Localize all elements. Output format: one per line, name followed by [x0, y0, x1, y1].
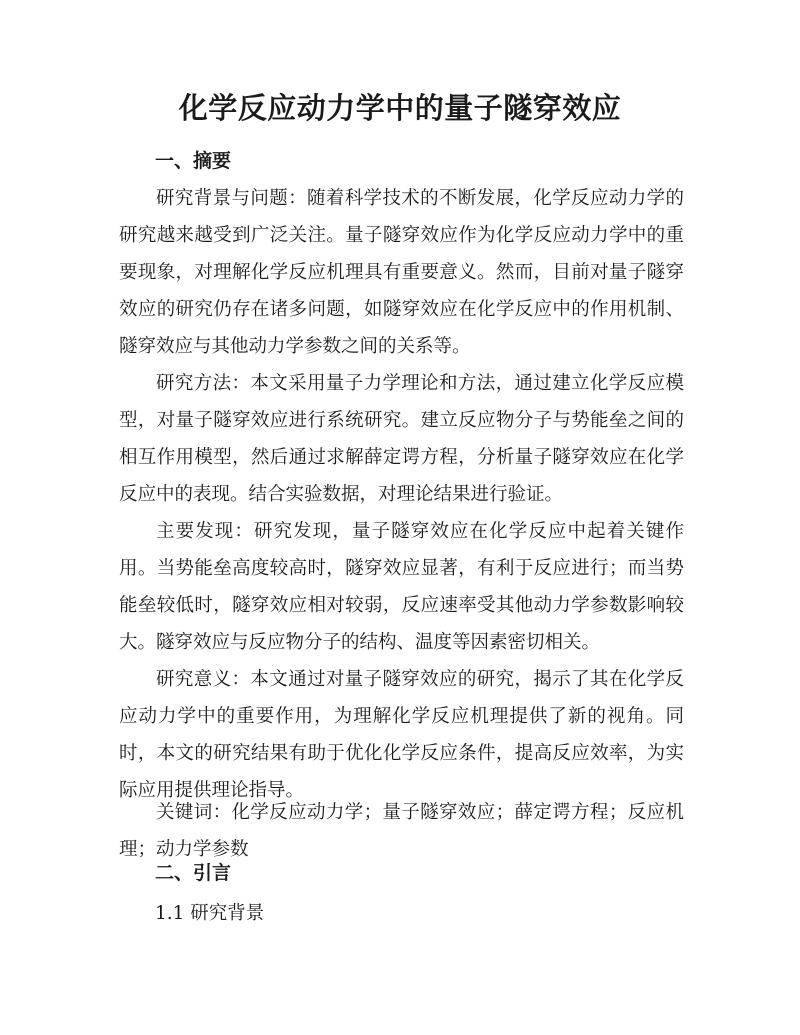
abstract-method-paragraph: 研究方法：本文采用量子力学理论和方法，通过建立化学反应模型，对量子隧穿效应进行系统研究。建立反应物分子与势能垒之间的相互作用模型，然后通过求解薛定谔方程，分析量子隧穿效应在化学反应中的表现。结合实验数据，对理论结果进行验证。 [119, 373, 684, 505]
abstract-significance-paragraph: 研究意义：本文通过对量子隧穿效应的研究，揭示了其在化学反应动力学中的重要作用，为理解化学反应机理提供了新的视角。同时，本文的研究结果有助于优化化学反应条件，提高反应效率，为实际应用提供理论指导。 [119, 669, 684, 801]
section-heading-abstract: 一、摘要 [155, 150, 232, 172]
document-title: 化学反应动力学中的量子隧穿效应 [178, 91, 622, 125]
abstract-background-paragraph: 研究背景与问题：随着科学技术的不断发展，化学反应动力学的研究越来越受到广泛关注。量子隧穿效应作为化学反应动力学中的重要现象，对理解化学反应机理具有重要意义。然而，目前对量子隧穿效应的研究仍存在诸多问题，如隧穿效应在化学反应中的作用机制、隧穿效应与其他动力学参数之间的关系等。 [119, 188, 684, 357]
abstract-findings-paragraph: 主要发现：研究发现，量子隧穿效应在化学反应中起着关键作用。当势能垒高度较高时，隧穿效应显著，有利于反应进行；而当势能垒较低时，隧穿效应相对较弱，反应速率受其他动力学参数影响较大。隧穿效应与反应物分子的结构、温度等因素密切相关。 [119, 521, 684, 653]
section-heading-introduction: 二、引言 [155, 862, 232, 884]
subsection-heading-research-background: 1.1 研究背景 [155, 903, 265, 924]
keywords-paragraph: 关键词：化学反应动力学；量子隧穿效应；薛定谔方程；反应机理；动力学参数 [119, 802, 684, 860]
